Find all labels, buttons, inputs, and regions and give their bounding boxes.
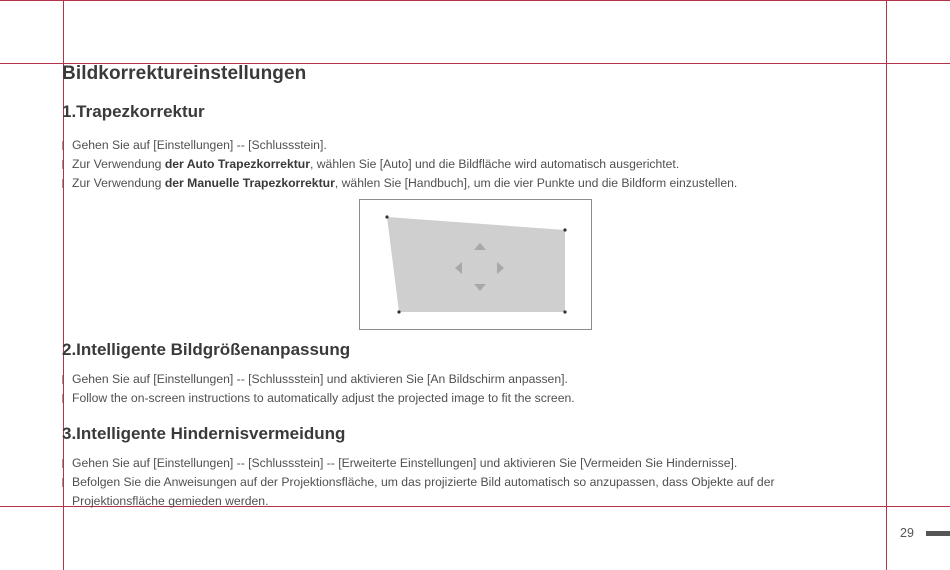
list-item: Zur Verwendung der Auto Trapezkorrektur, wählen Sie [Auto] und die Bildfläche wird automatisch ausgerichtet.	[62, 155, 737, 174]
section-1-heading: 1.Trapezkorrektur	[62, 102, 205, 121]
list-item: Zur Verwendung der Manuelle Trapezkorrektur, wählen Sie [Handbuch], um die vier Punkte und die Bildform einzustellen.	[62, 174, 737, 193]
keystone-illustration	[359, 199, 592, 330]
keystone-trapezoid-svg	[360, 200, 591, 329]
section-3-heading: 3.Intelligente Hindernisvermeidung	[62, 424, 346, 443]
section-3-list	[62, 454, 862, 511]
bold-term: der Manuelle Trapezkorrektur	[164, 176, 335, 190]
page-number-bar	[926, 531, 950, 536]
page-title: Bildkorrektureinstellungen	[62, 63, 307, 84]
list-item: Gehen Sie auf [Einstellungen] -- [Schlussstein] -- [Erweiterte Einstellungen] und aktivieren Sie [Vermeiden Sie Hindernisse].	[62, 454, 862, 473]
page-number: 29	[900, 526, 914, 540]
list-item: Befolgen Sie die Anweisungen auf der Projektionsfläche, um das projizierte Bild automatisch so anzupassen, dass Objekte auf der Projektionsfläche gemieden werden.	[62, 473, 862, 511]
section-1-list	[62, 136, 737, 193]
list-item: Gehen Sie auf [Einstellungen] -- [Schlussstein] und aktivieren Sie [An Bildschirm anpassen].	[62, 370, 575, 389]
guide-line-top-edge	[0, 0, 950, 1]
bold-term: der Auto Trapezkorrektur	[164, 157, 310, 171]
corner-point-top-left	[385, 215, 388, 218]
list-item: Gehen Sie auf [Einstellungen] -- [Schlussstein].	[62, 136, 737, 155]
section-2-heading: 2.Intelligente Bildgrößenanpassung	[62, 340, 351, 359]
corner-point-bottom-right	[563, 310, 566, 313]
list-item: Follow the on-screen instructions to automatically adjust the projected image to fit the screen.	[62, 389, 575, 408]
corner-point-top-right	[563, 228, 566, 231]
guide-line-right	[886, 0, 887, 570]
projected-image-shape	[387, 217, 565, 312]
corner-point-bottom-left	[397, 310, 400, 313]
section-2-list	[62, 370, 575, 408]
